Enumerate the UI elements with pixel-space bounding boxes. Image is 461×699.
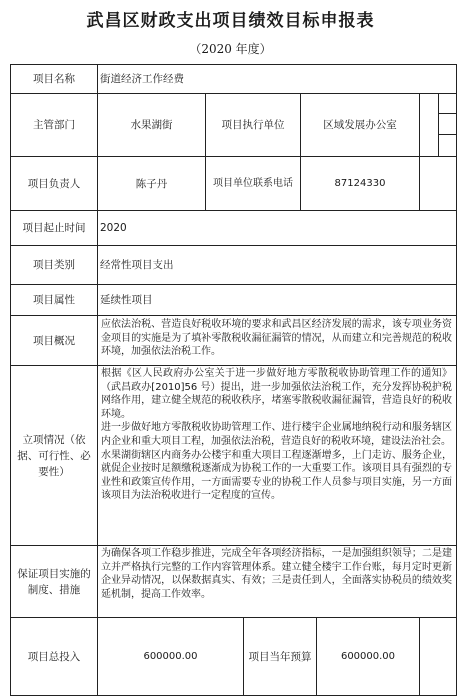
manager-value: 陈子丹	[135, 177, 168, 190]
measures-text: 为确保各项工作稳步推进，完成全年各项经济指标，一是加强组织领导；二是建立并严格执行完整的工作内容管理体系。建立健全楼宇工作台账，每月定时更新企业异动情况，以保数据真实、有效；三是责任到人，全面落实协税员的绩效奖延机制，提高工作效率。	[101, 548, 452, 600]
overview-text: 应依法治税、营造良好税收环境的要求和武昌区经济发展的需求，该专项业务资金项目的实施是为了填补零散税收漏征漏管的情况，从而建立和完善规范的税收环境，加强依法治税工作。	[101, 319, 452, 358]
investment-label: 项目总投入	[27, 650, 81, 663]
basis-paragraph-3: 水果湖街辖区内商务办公楼宇和重大项目工程逐渐增多，上门走访、服务企业，就促企业按时足额缴税逐渐成为协税工作的一大重要工作。该项目具有强烈的专业性和政策宣传作用，一方面需要专业的协税工作人员参与项目实施，另一方面该项目为法治税收进行一定程度的宣传。	[101, 449, 452, 502]
basis-text	[98, 367, 456, 544]
overview-label: 项目概况	[33, 334, 75, 347]
exec-unit-value: 区域发展办公室	[323, 119, 397, 131]
department-value: 水果湖街	[130, 119, 173, 131]
category-value: 经常性项目支出	[100, 259, 174, 271]
contact-phone-value: 87124330	[334, 177, 386, 189]
basis-paragraph-2: 进一步做好地方零散税收协助管理工作、进行楼宇企业属地纳税行动和服务辖区内企业和重大项目工程，加强依法治税，营造良好的税收环境，建设法治社会。	[101, 422, 452, 447]
budget-label: 项目当年预算	[248, 650, 312, 663]
basis-label: 立项情况（依据、可行性、必要性）	[17, 433, 91, 478]
basis-paragraph-1: 根据《区人民政府办公室关于进一步做好地方零散税收协助管理工作的通知》（武昌政办[2010]56 号）提出，进一步加强依法治税工作，充分发挥协税护税网络作用，建立健全规范的税收秩序，堵塞零散税收漏征漏管，营造良好的税收环境。	[101, 368, 452, 420]
form-year: （2020 年度）	[189, 42, 272, 56]
manager-label: 项目负责人	[27, 177, 81, 190]
attribute-label: 项目属性	[33, 294, 75, 306]
exec-unit-label: 项目执行单位	[221, 119, 285, 131]
category-label: 项目类别	[33, 259, 75, 271]
contact-phone-label: 项目单位联系电话	[213, 177, 293, 189]
budget-value: 600000.00	[340, 650, 396, 662]
project-name-value: 街道经济工作经费	[100, 73, 184, 85]
project-name-label: 项目名称	[33, 73, 75, 85]
attribute-value: 延续性项目	[100, 294, 153, 306]
department-label: 主管部门	[33, 119, 75, 131]
period-value: 2020	[100, 222, 127, 234]
form-title: 武昌区财政支出项目绩效目标申报表	[86, 11, 375, 31]
period-label: 项目起止时间	[22, 222, 86, 234]
investment-value: 600000.00	[143, 650, 198, 662]
measures-label: 保证项目实施的制度、措施	[17, 567, 91, 596]
